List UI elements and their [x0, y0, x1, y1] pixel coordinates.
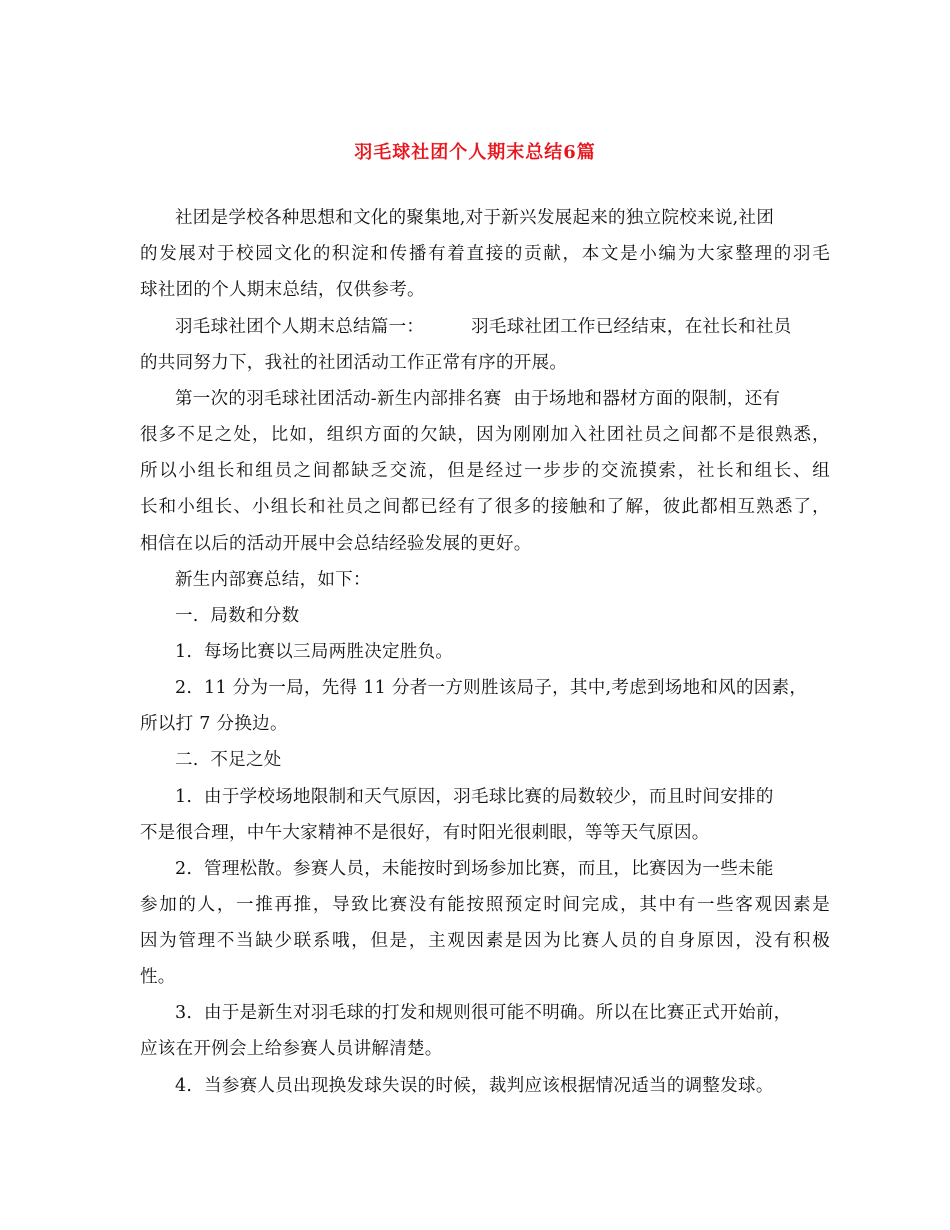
- text-line: 羽毛球社团个人期末总结篇一： 羽毛球社团工作已经结束，在社长和社员: [175, 317, 792, 337]
- list-item: 2. 11 分为一局，先得 11 分者一方则胜该局子，其中,考虑到场地和风的因素，: [175, 678, 808, 698]
- text-line: 因为管理不当缺少联系哦，但是，主观因素是因为比赛人员的自身原因，没有积极: [140, 931, 830, 951]
- text-line: 第一次的羽毛球社团活动-新生内部排名赛 由于场地和器材方面的限制，还有: [175, 389, 781, 409]
- text-line: 的发展对于校园文化的积淀和传播有着直接的贡献，本文是小编为大家整理的羽毛: [140, 244, 830, 264]
- list-item: 1. 每场比赛以三局两胜决定胜负。: [175, 642, 454, 662]
- section-heading: 二. 不足之处: [175, 750, 282, 770]
- text-line: 很多不足之处，比如，组织方面的欠缺，因为刚刚加入社团社员之间都不是很熟悉，: [140, 425, 830, 445]
- list-item: 1. 由于学校场地限制和天气原因，羽毛球比赛的局数较少，而且时间安排的: [175, 787, 774, 807]
- text-line: 所以打 7 分换边。: [140, 714, 288, 734]
- list-item: 2. 管理松散。参赛人员，未能按时到场参加比赛，而且，比赛因为一些未能: [175, 859, 774, 879]
- list-item: 3. 由于是新生对羽毛球的打发和规则很可能不明确。所以在比赛正式开始前，: [175, 1003, 792, 1023]
- text-line: 应该在开例会上给参赛人员讲解清楚。: [140, 1039, 443, 1059]
- section-heading: 一. 局数和分数: [175, 606, 300, 626]
- text-line: 长和小组长、小组长和社员之间都已经有了很多的接触和了解，彼此都相互熟悉了，: [140, 497, 830, 517]
- text-line: 社团是学校各种思想和文化的聚集地,对于新兴发展起来的独立院校来说,社团: [175, 208, 775, 228]
- list-item: 4. 当参赛人员出现换发球失误的时候，裁判应该根据情况适当的调整发球。: [175, 1076, 774, 1096]
- text-line: 新生内部赛总结，如下：: [175, 570, 371, 590]
- text-line: 球社团的个人期末总结，仅供参考。: [140, 280, 425, 300]
- document-title: 羽毛球社团个人期末总结6篇: [354, 142, 596, 163]
- text-line: 性。: [140, 967, 176, 987]
- text-line: 不是很合理，中午大家精神不是很好，有时阳光很刺眼，等等天气原因。: [140, 823, 710, 843]
- text-line: 所以小组长和组员之间都缺乏交流，但是经过一步步的交流摸索，社长和组长、组: [140, 461, 830, 481]
- text-line: 参加的人，一推再推，导致比赛没有能按照预定时间完成，其中有一些客观因素是: [140, 895, 830, 915]
- text-line: 相信在以后的活动开展中会总结经验发展的更好。: [140, 534, 532, 554]
- text-line: 的共同努力下，我社的社团活动工作正常有序的开展。: [140, 353, 568, 373]
